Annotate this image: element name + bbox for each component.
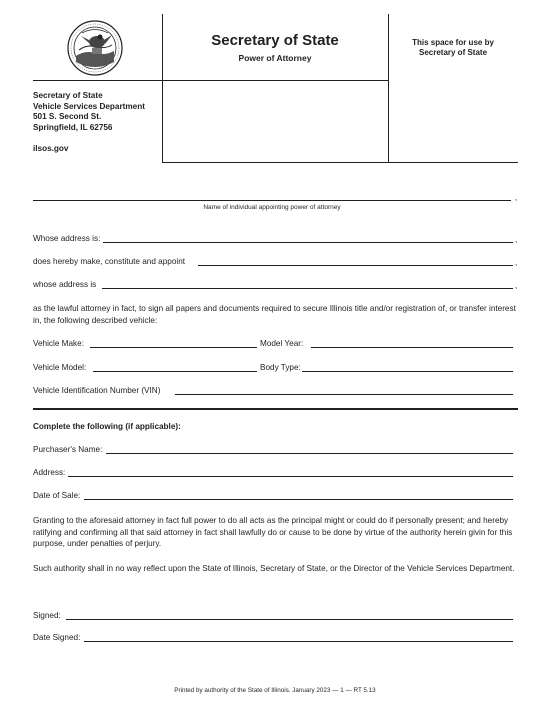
attorney-address-label: whose address is (33, 280, 97, 289)
whose-address-label: Whose address is: (33, 234, 101, 243)
purchaser-name-field[interactable] (106, 453, 513, 454)
header-middle-rule (33, 80, 388, 81)
granting-paragraph: Granting to the aforesaid attorney in fact full power to do all acts as the principal might or could do if personally present; and hereby ratifying and confirming all that said attorney in fact shall lawfully do or cause to be done by virtue of the authority herein givin for this purpose, under penalties of perjury. (33, 516, 513, 549)
attorney-address-field[interactable] (102, 288, 513, 289)
model-year-label: Model Year: (260, 339, 304, 348)
date-of-sale-label: Date of Sale: (33, 491, 81, 500)
state-seal-icon (67, 20, 123, 76)
name-caption: Name of individual appointing power of attorney (203, 204, 341, 211)
address-block (33, 91, 145, 133)
attorney-name-field[interactable] (198, 265, 513, 266)
vehicle-model-label: Vehicle Model: (33, 363, 87, 372)
page-subtitle: Power of Attorney (238, 53, 312, 63)
signature-field[interactable] (66, 619, 513, 620)
comma: , (515, 281, 518, 290)
date-signed-label: Date Signed: (33, 633, 81, 642)
comma: , (515, 258, 518, 267)
office-use-line-1: This space for use by (412, 38, 494, 47)
footer-text: Printed by authority of the State of Illinois. January 2023 — 1 — RT 5.13 (174, 687, 376, 694)
whose-address-field[interactable] (103, 242, 513, 243)
header-divider-right (388, 14, 389, 162)
address-line-1: Secretary of State (33, 91, 103, 100)
purchaser-name-label: Purchaser's Name: (33, 445, 103, 454)
body-type-label: Body Type: (260, 363, 301, 372)
purchaser-address-label: Address: (33, 468, 66, 477)
model-year-field[interactable] (311, 347, 513, 348)
vehicle-make-label: Vehicle Make: (33, 339, 84, 348)
vin-label: Vehicle Identification Number (VIN) (33, 386, 161, 395)
address-line-3: 501 S. Second St. (33, 112, 102, 121)
lawful-attorney-paragraph: as the lawful attorney in fact, to sign all papers and documents required to secure Illinois title and/or registration of, or transfer interest in, the following described vehicle: (33, 304, 516, 325)
body-type-field[interactable] (302, 371, 513, 372)
vehicle-make-field[interactable] (90, 347, 257, 348)
vin-field[interactable] (175, 394, 513, 395)
section-divider (33, 408, 518, 410)
signed-label: Signed: (33, 611, 61, 620)
office-use-line-2: Secretary of State (418, 48, 488, 57)
date-signed-field[interactable] (84, 641, 513, 642)
purchaser-address-field[interactable] (68, 476, 513, 477)
appointer-name-field[interactable] (33, 200, 511, 201)
address-line-4: Springfield, IL 62756 (33, 122, 113, 132)
page-title: Secretary of State (211, 32, 339, 49)
authority-paragraph: Such authority shall in no way reflect upon the State of Illinois, Secretary of State, or the Director of the Vehicle Services Department. (33, 564, 515, 573)
date-of-sale-field[interactable] (84, 499, 513, 500)
does-hereby-label: does hereby make, constitute and appoint (33, 257, 186, 266)
header-bottom-rule (162, 162, 518, 163)
comma: , (515, 235, 518, 244)
vehicle-model-field[interactable] (93, 371, 257, 372)
comma: , (515, 193, 518, 202)
section-heading: Complete the following (if applicable): (33, 422, 181, 431)
address-line-2: Vehicle Services Department (33, 101, 145, 111)
website-link[interactable]: ilsos.gov (33, 144, 69, 153)
